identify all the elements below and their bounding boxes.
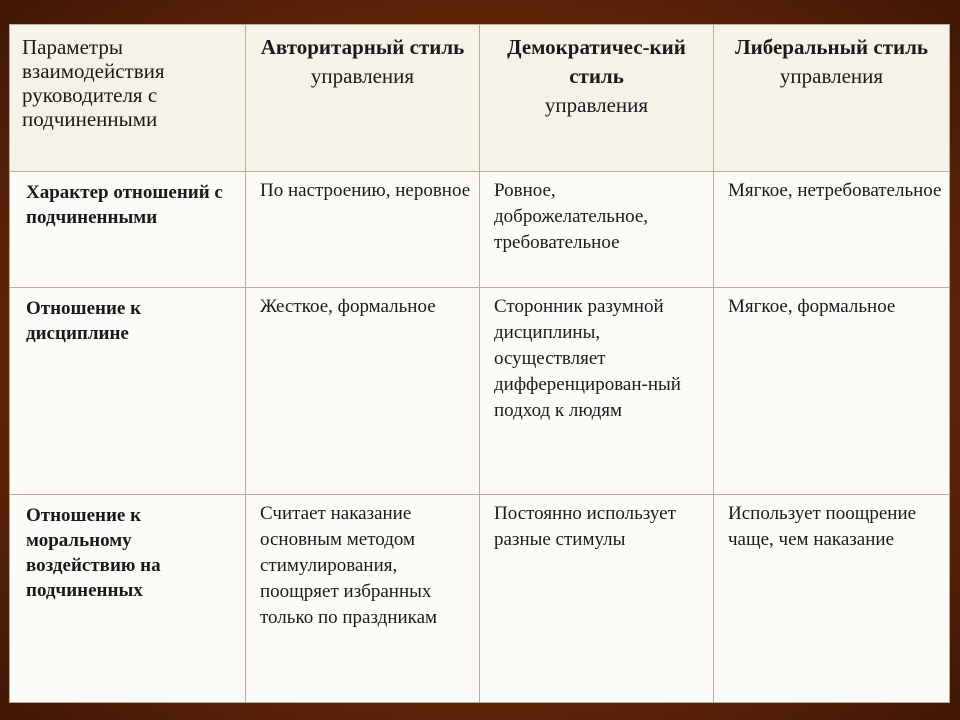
democratic-value: Постоянно использует разные стимулы [494,503,676,550]
table-cell [480,288,714,495]
table-cell [246,288,480,495]
row-parameter-text: Отношение к дисциплине [26,298,142,344]
header-cell-authoritarian [246,25,480,172]
row-header-cell [10,172,246,288]
header-democratic-rest: управления [544,93,649,117]
liberal-value: Мягкое, формальное [728,296,896,317]
table-cell [480,495,714,703]
row-parameter-text: Характер отношений с подчиненными [26,182,223,228]
header-democratic-text [480,25,713,120]
authoritarian-value: Жесткое, формальное [260,296,436,317]
row-header-cell [10,495,246,703]
header-liberal-bold: Либеральный стиль [734,35,928,59]
table-cell [714,288,950,495]
header-authoritarian-bold: Авторитарный стиль [260,35,465,59]
header-authoritarian-text [246,25,479,91]
header-row [10,25,950,172]
table-row [10,288,950,495]
authoritarian-value: По настроению, неровное [260,180,471,201]
header-liberal-rest: управления [779,64,884,88]
header-parameters-text: Параметры взаимодействия руководителя с подчиненными [22,35,165,131]
table-cell [246,495,480,703]
liberal-value: Использует поощрение чаще, чем наказание [728,503,917,550]
header-democratic-bold: Демократичес-кий стиль [507,35,686,88]
table-cell [714,172,950,288]
header-cell-democratic [480,25,714,172]
row-header-cell [10,288,246,495]
table-cell [714,495,950,703]
democratic-value: Ровное, доброжелательное, требовательное [494,180,649,253]
table-row [10,172,950,288]
authoritarian-value: Считает наказание основным методом стимулирования, поощряет избранных только по праздникам [260,503,438,628]
row-parameter-text: Отношение к моральному воздействию на подчиненных [26,505,161,601]
table-cell [480,172,714,288]
header-cell-parameters [10,25,246,172]
management-styles-table [9,24,950,703]
header-cell-liberal [714,25,950,172]
header-authoritarian-rest: управления [310,64,415,88]
democratic-value: Сторонник разумной дисциплины, осуществляет дифференцирован-ный подход к людям [494,296,681,421]
table-cell [246,172,480,288]
liberal-value: Мягкое, нетребовательное [728,180,942,201]
header-liberal-text [714,25,949,91]
table-row [10,495,950,703]
